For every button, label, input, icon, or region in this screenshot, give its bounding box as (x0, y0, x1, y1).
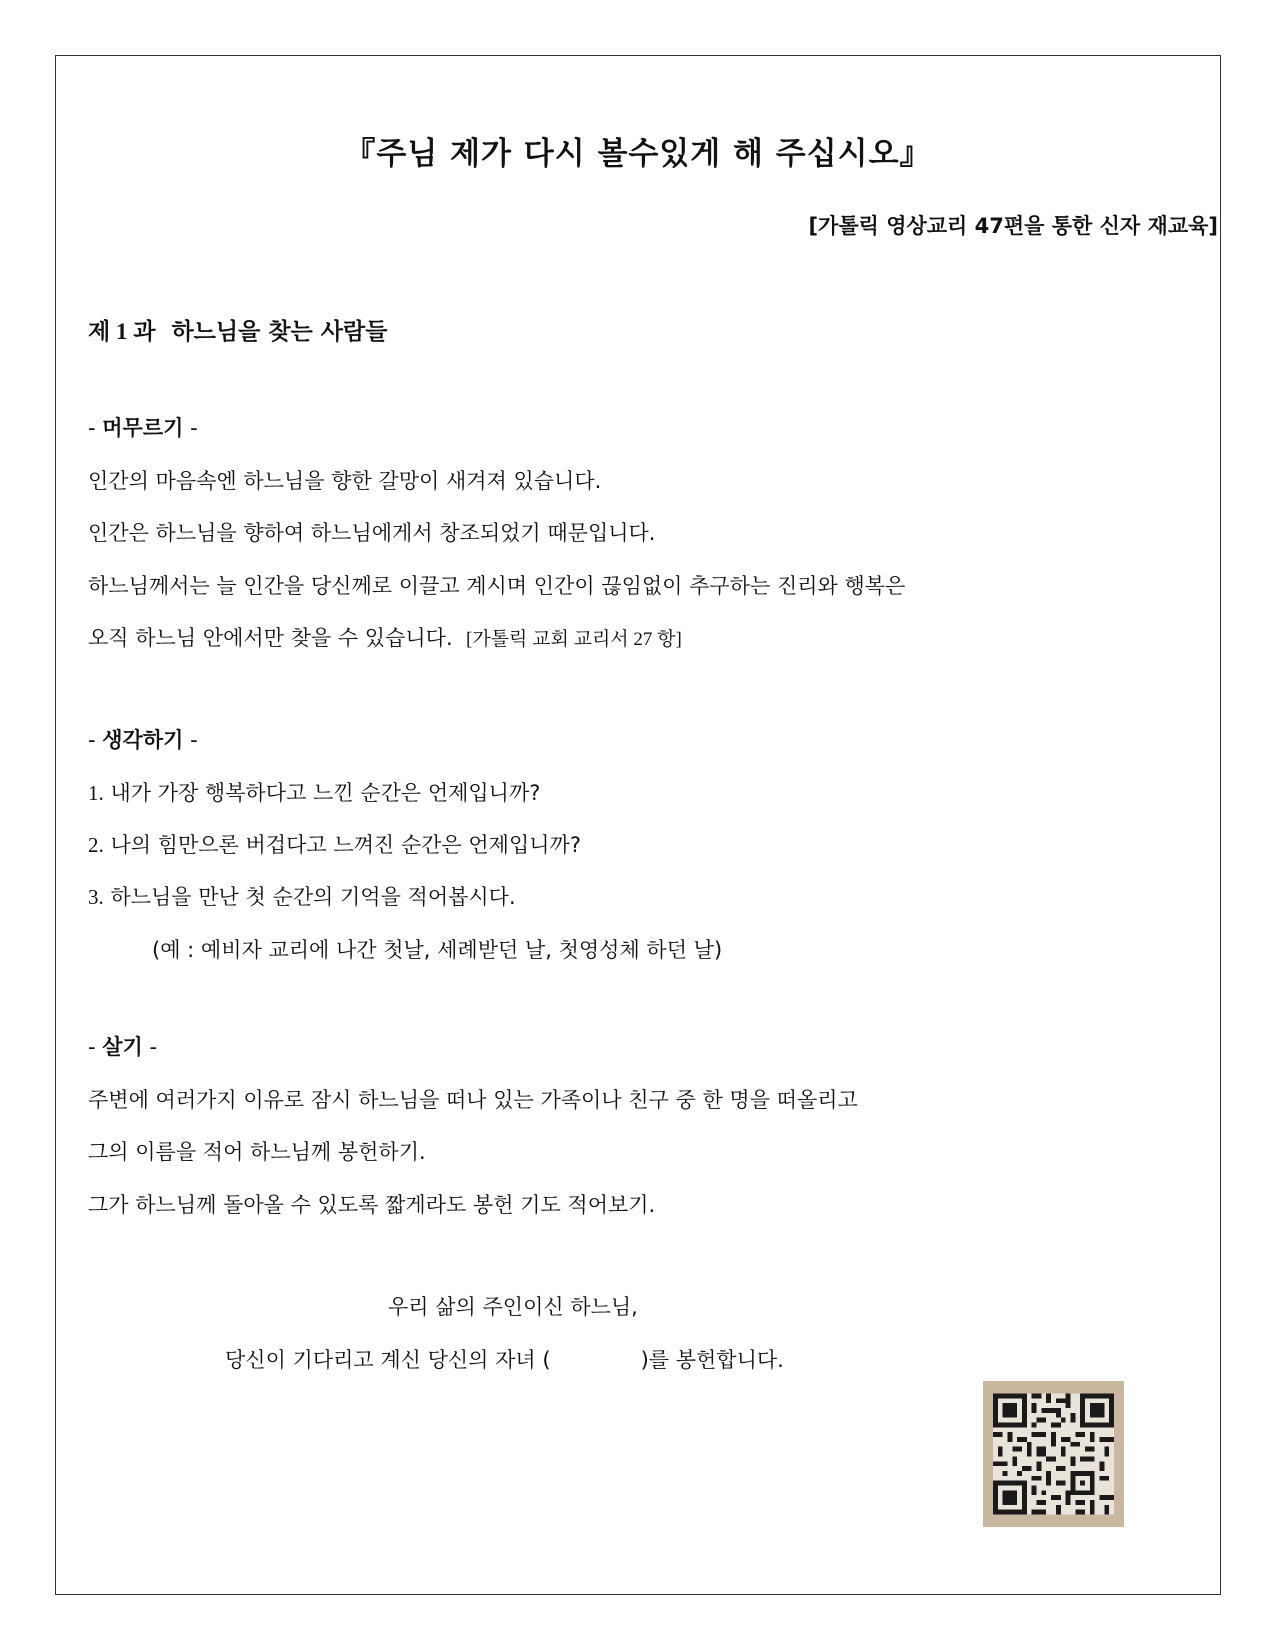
question-text: 내가 가장 행복하다고 느낀 순간은 언제입니까? (110, 781, 541, 805)
question-number: 2. (88, 833, 104, 857)
think-example: (예 : 예비자 교리에 나간 첫날, 세례받던 날, 첫영성체 하던 날) (152, 938, 723, 962)
qr-code-graphic (993, 1391, 1114, 1517)
question-text: 나의 힘만으론 버겁다고 느껴진 순간은 언제입니까? (110, 833, 581, 857)
live-line-3: 그가 하느님께 돌아올 수 있도록 짧게라도 봉헌 기도 적어보기. (88, 1193, 656, 1217)
think-question-3 (88, 881, 516, 911)
stay-line-4 (88, 622, 682, 652)
stay-line-3: 하느님께서는 늘 인간을 당신께로 이끌고 계시며 인간이 끊임없이 추구하는 진리와 행복은 (88, 574, 906, 598)
prayer-line-2 (225, 1344, 784, 1374)
section-heading-think: - 생각하기 - (88, 728, 198, 752)
stay-line-4-text: 오직 하느님 안에서만 찾을 수 있습니다. (88, 626, 453, 650)
question-number: 3. (88, 885, 104, 909)
live-line-1: 주변에 여러가지 이유로 잠시 하느님을 떠나 있는 가족이나 친구 중 한 명을 떠올리고 (88, 1088, 858, 1112)
section-heading-think-label: 생각하기 (102, 728, 184, 752)
section-heading-live-label: 살기 (102, 1035, 143, 1059)
stay-line-1: 인간의 마음속엔 하느님을 향한 갈망이 새겨져 있습니다. (88, 469, 602, 493)
question-number: 1. (88, 781, 104, 805)
qr-code-icon (983, 1381, 1124, 1527)
stay-line-2: 인간은 하느님을 향하여 하느님에게서 창조되었기 때문입니다. (88, 521, 656, 545)
prayer-line-2-start: 당신이 기다리고 계신 당신의 자녀 ( (225, 1348, 551, 1372)
section-heading-live: - 살기 - (88, 1035, 158, 1059)
think-question-1 (88, 777, 540, 807)
prayer-line-2-end: )를 봉헌합니다. (640, 1348, 784, 1372)
section-heading-stay: - 머무르기 - (88, 416, 198, 440)
think-question-2 (88, 829, 581, 859)
lesson-heading (88, 313, 387, 346)
section-heading-stay-label: 머무르기 (102, 416, 184, 440)
prayer-line-1: 우리 삶의 주인이신 하느님, (388, 1295, 638, 1319)
catechism-citation: [가톨릭 교회 교리서 27 항] (466, 629, 682, 650)
document-title: 『주님 제가 다시 볼수있게 해 주십시오』 (344, 136, 932, 172)
lesson-number: 제 1 과 (88, 319, 156, 344)
question-text: 하느님을 만난 첫 순간의 기억을 적어봅시다. (110, 885, 516, 909)
document-subtitle: [가톨릭 영상교리 47편을 통한 신자 재교육] (808, 214, 1218, 238)
lesson-title: 하느님을 찾는 사람들 (171, 319, 388, 345)
live-line-2: 그의 이름을 적어 하느님께 봉헌하기. (88, 1140, 426, 1164)
